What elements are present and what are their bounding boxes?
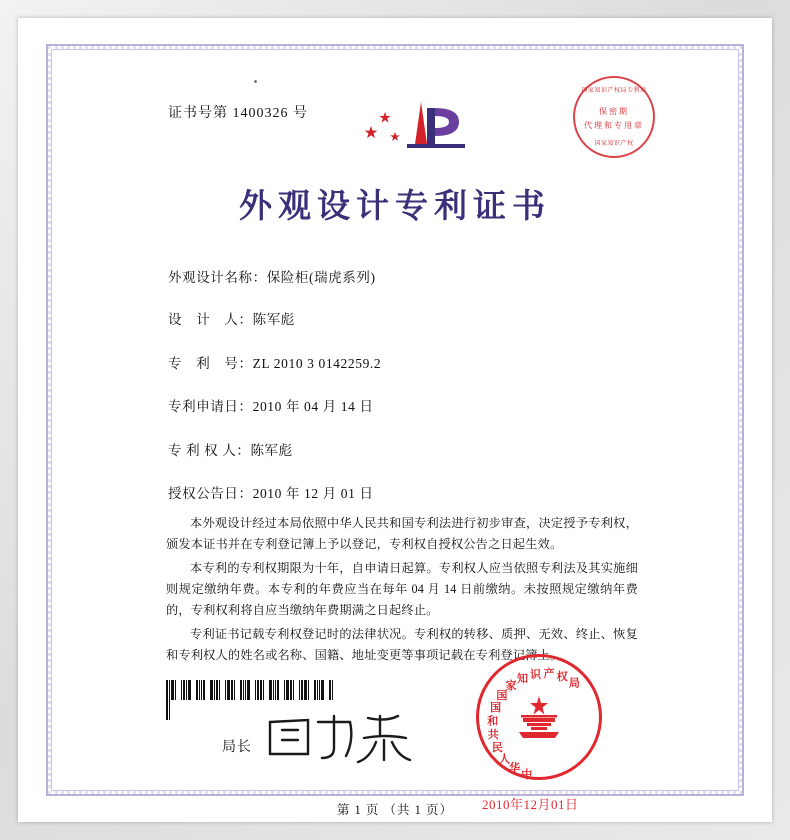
field-designer-label: 设 计 人： [168, 312, 253, 327]
top-right-seal [573, 76, 659, 162]
paragraph-3: 专利证书记载专利权登记时的法律状况。专利权的转移、质押、无效、终止、恢复和专利权人的姓名或名称、国籍、地址变更等事项记载在专利登记簿上。 [166, 627, 638, 662]
field-application-date-value: 2010 年 04 月 14 日 [252, 399, 374, 414]
certificate-paper [18, 18, 772, 822]
field-patentee [168, 439, 293, 459]
field-application-date [168, 395, 374, 415]
field-application-date-label: 专利申请日： [168, 399, 253, 414]
page-indicator: 第 1 页 （共 1 页） [336, 803, 454, 817]
certificate-number: 证书号第 1400326 号 [168, 106, 308, 121]
sipo-logo-icon [363, 96, 478, 158]
field-patentee-label: 专 利 权 人： [168, 443, 251, 458]
field-grant-date [168, 482, 374, 502]
paragraph-2: 本专利的专利权期限为十年，自申请日起算。专利权人应当依照专利法及其实施细则规定缴纳年费。本专利的年费应当在每年 04 月 14 日前缴纳。未按照规定缴纳年费的，专利权利将自应当缴纳年费期满之日起终止。 [166, 561, 638, 617]
field-patentee-value: 陈军彪 [250, 443, 293, 458]
official-round-seal [476, 654, 606, 812]
field-patent-number [168, 352, 381, 372]
national-emblem-icon [509, 694, 569, 742]
field-grant-date-value: 2010 年 12 月 01 日 [252, 486, 374, 501]
field-design-name [168, 266, 376, 286]
top-seal-line2: 代理和专用章 [584, 121, 644, 130]
seal-date: 2010年12月01日 [482, 797, 579, 812]
top-seal-line1: 保密期 [599, 107, 629, 116]
field-design-name-label: 外观设计名称： [168, 270, 267, 285]
top-seal-arc-top: 国家知识产权局专利局 [581, 88, 647, 94]
field-designer [168, 308, 295, 328]
barcode [166, 680, 334, 700]
field-patent-number-label: 专 利 号： [168, 356, 253, 371]
page-title: 外观设计专利证书 [239, 189, 551, 225]
certificate-content [78, 58, 712, 817]
print-dot-mark [254, 80, 257, 83]
field-designer-value: 陈军彪 [252, 312, 295, 327]
field-patent-number-value: ZL 2010 3 0142259.2 [252, 356, 382, 371]
top-seal-arc-bottom: 国家知识产权 [594, 141, 634, 147]
paragraph-1: 本外观设计经过本局依照中华人民共和国专利法进行初步审查，决定授予专利权，颁发本证书并在专利登记簿上予以登记，专利权自授权公告之日起生效。 [166, 516, 638, 551]
seal-text-ring: 中 华 人 民 共 和 国 国 家 知 识 产 权 局 [487, 668, 580, 781]
director-signature [258, 708, 458, 768]
field-design-name-value: 保险柜(瑞虎系列) [266, 270, 376, 285]
director-label: 局长 [222, 740, 252, 755]
field-grant-date-label: 授权公告日： [168, 486, 253, 501]
